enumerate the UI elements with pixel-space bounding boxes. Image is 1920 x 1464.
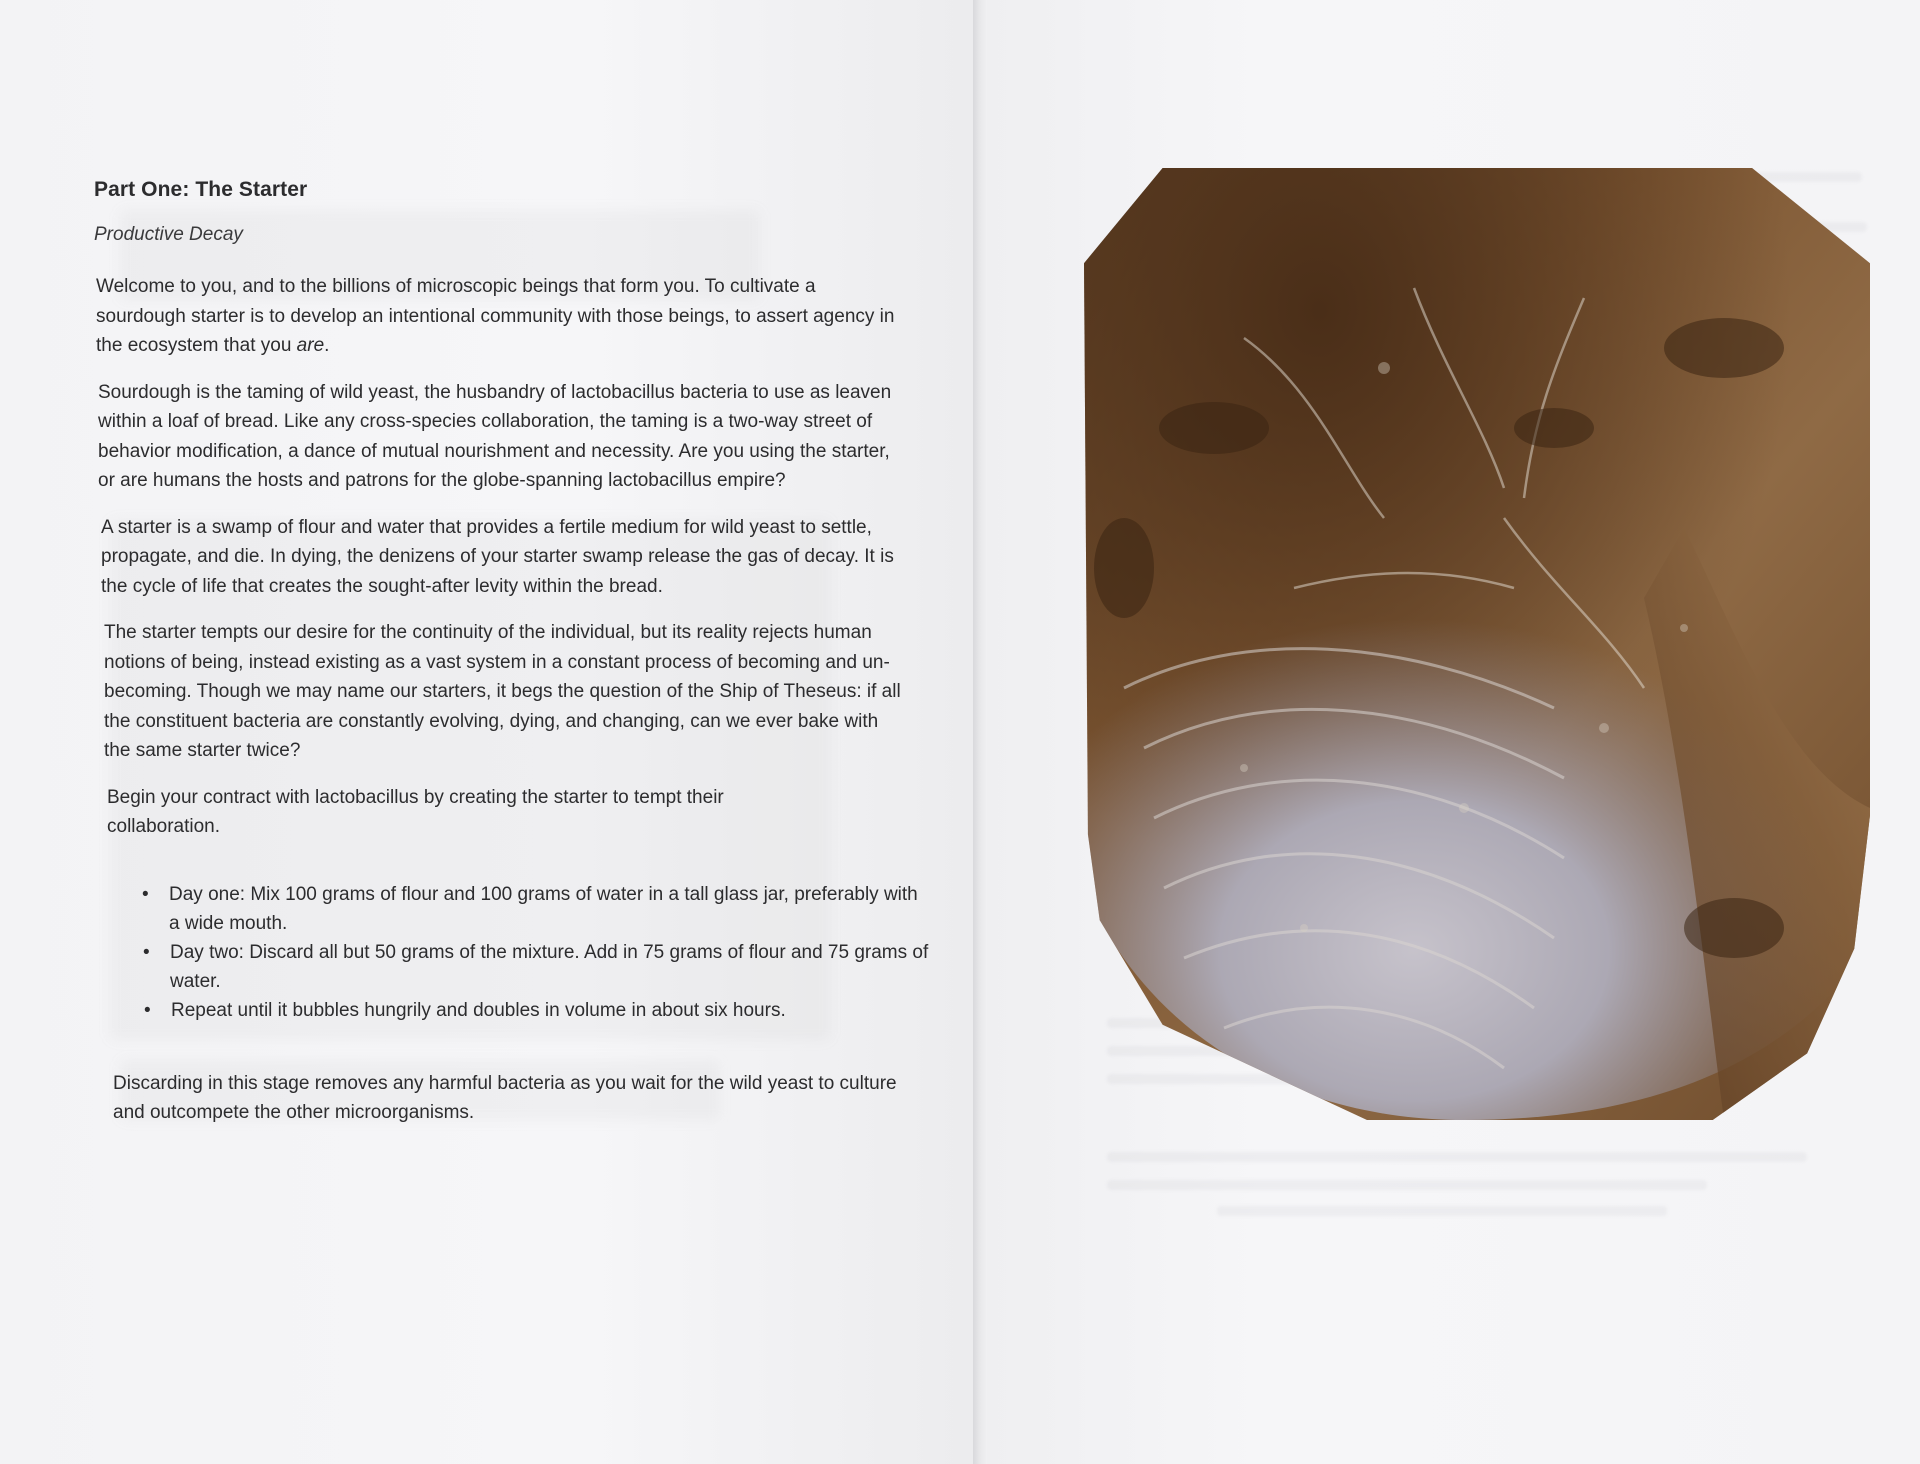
- paragraph-contract: Begin your contract with lactobacillus by creating the starter to tempt their collaboration.: [107, 786, 724, 837]
- sourdough-loaf-closeup-icon: [1084, 168, 1870, 1120]
- text-column: [94, 178, 929, 1145]
- show-through: [1107, 1180, 1707, 1190]
- book-gutter: [973, 0, 987, 1464]
- bullet-icon: •: [143, 941, 150, 963]
- show-through: [1217, 1206, 1667, 1216]
- list-item: [95, 938, 930, 996]
- bullet-icon: •: [142, 883, 149, 905]
- steps-list: [94, 880, 929, 1025]
- step-text: Day one: Mix 100 grams of flour and 100 grams of water in a tall glass jar, preferably with a wide mouth.: [169, 883, 918, 934]
- paragraph-discarding: Discarding in this stage removes any harmful bacteria as you wait for the wild yeast to culture and outcompete the other microorganisms.: [113, 1072, 897, 1123]
- paragraph-swamp: A starter is a swamp of flour and water that provides a fertile medium for wild yeast to settle, propagate, and die. In dying, the denizens of your starter swamp release the gas of decay. It is the cycle of life that creates the sought-after levity within the bread.: [101, 516, 894, 597]
- sourdough-loaf-photo: [1084, 168, 1870, 1120]
- paragraph-taming: Sourdough is the taming of wild yeast, the husbandry of lactobacillus bacteria to use as leaven within a loaf of bread. Like any cross-species collaboration, the taming is a two-way street of behavior modification, a dance of mutual nourishment and necessity. Are you using the starter, or are humans the hosts and patrons for the globe-spanning lactobacillus empire?: [98, 381, 892, 491]
- paragraph-text: Welcome to you, and to the billions of microscopic beings that form you. To cultivate a sourdough starter is to develop an intentional community with those beings, to assert agency in the ecosystem that you: [96, 276, 895, 356]
- list-item: [96, 996, 931, 1025]
- bullet-icon: •: [144, 999, 151, 1021]
- list-item: [94, 880, 929, 938]
- step-text: Day two: Discard all but 50 grams of the mixture. Add in 75 grams of flour and 75 grams of water.: [170, 941, 929, 992]
- paragraph-welcome: [96, 272, 896, 361]
- emphasis-text: are: [296, 335, 325, 356]
- chapter-title: Part One: The Starter: [94, 178, 308, 201]
- show-through: [1107, 1152, 1807, 1162]
- paragraph-theseus: The starter tempts our desire for the continuity of the individual, but its reality rejects human notions of being, instead existing as a vast system in a constant process of becoming and un-becoming. Though we may name our starters, it begs the question of the Ship of Theseus: if all the constituent bacteria are constantly evolving, dying, and changing, can we ever bake with the same starter twice?: [104, 622, 901, 761]
- paragraph-text: .: [324, 335, 330, 356]
- step-text: Repeat until it bubbles hungrily and doubles in volume in about six hours.: [171, 999, 786, 1021]
- chapter-subtitle: Productive Decay: [94, 224, 243, 245]
